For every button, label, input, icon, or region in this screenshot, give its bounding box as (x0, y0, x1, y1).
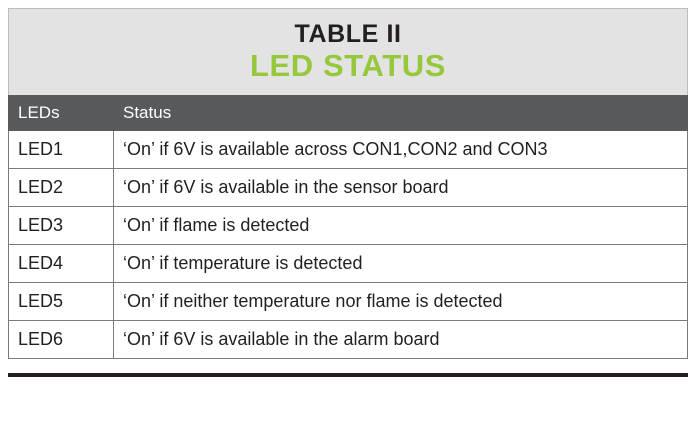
table-row (9, 168, 688, 206)
cell-led-name: LED2 (9, 168, 114, 206)
cell-led-status: ‘On’ if 6V is available in the alarm board (114, 320, 688, 358)
column-header-leds: LEDs (9, 95, 114, 130)
cell-led-name: LED6 (9, 320, 114, 358)
table-header-row (9, 95, 688, 130)
table-row (9, 282, 688, 320)
bottom-divider (8, 373, 688, 377)
cell-led-status: ‘On’ if neither temperature nor flame is detected (114, 282, 688, 320)
column-header-status: Status (114, 95, 688, 130)
cell-led-status: ‘On’ if 6V is available in the sensor board (114, 168, 688, 206)
cell-led-name: LED1 (9, 130, 114, 168)
cell-led-name: LED5 (9, 282, 114, 320)
table-row (9, 320, 688, 358)
led-status-table-container (8, 8, 688, 377)
cell-led-status: ‘On’ if 6V is available across CON1,CON2 and CON3 (114, 130, 688, 168)
table-title-main: TABLE II (294, 20, 402, 48)
cell-led-name: LED3 (9, 206, 114, 244)
table-row (9, 130, 688, 168)
table-row (9, 206, 688, 244)
table-row (9, 244, 688, 282)
cell-led-status: ‘On’ if flame is detected (114, 206, 688, 244)
cell-led-status: ‘On’ if temperature is detected (114, 244, 688, 282)
table-header (9, 95, 688, 130)
table-title-sub: LED STATUS (249, 48, 446, 84)
table-title-block (8, 8, 688, 95)
led-status-table (8, 95, 688, 359)
cell-led-name: LED4 (9, 244, 114, 282)
table-body (9, 130, 688, 358)
